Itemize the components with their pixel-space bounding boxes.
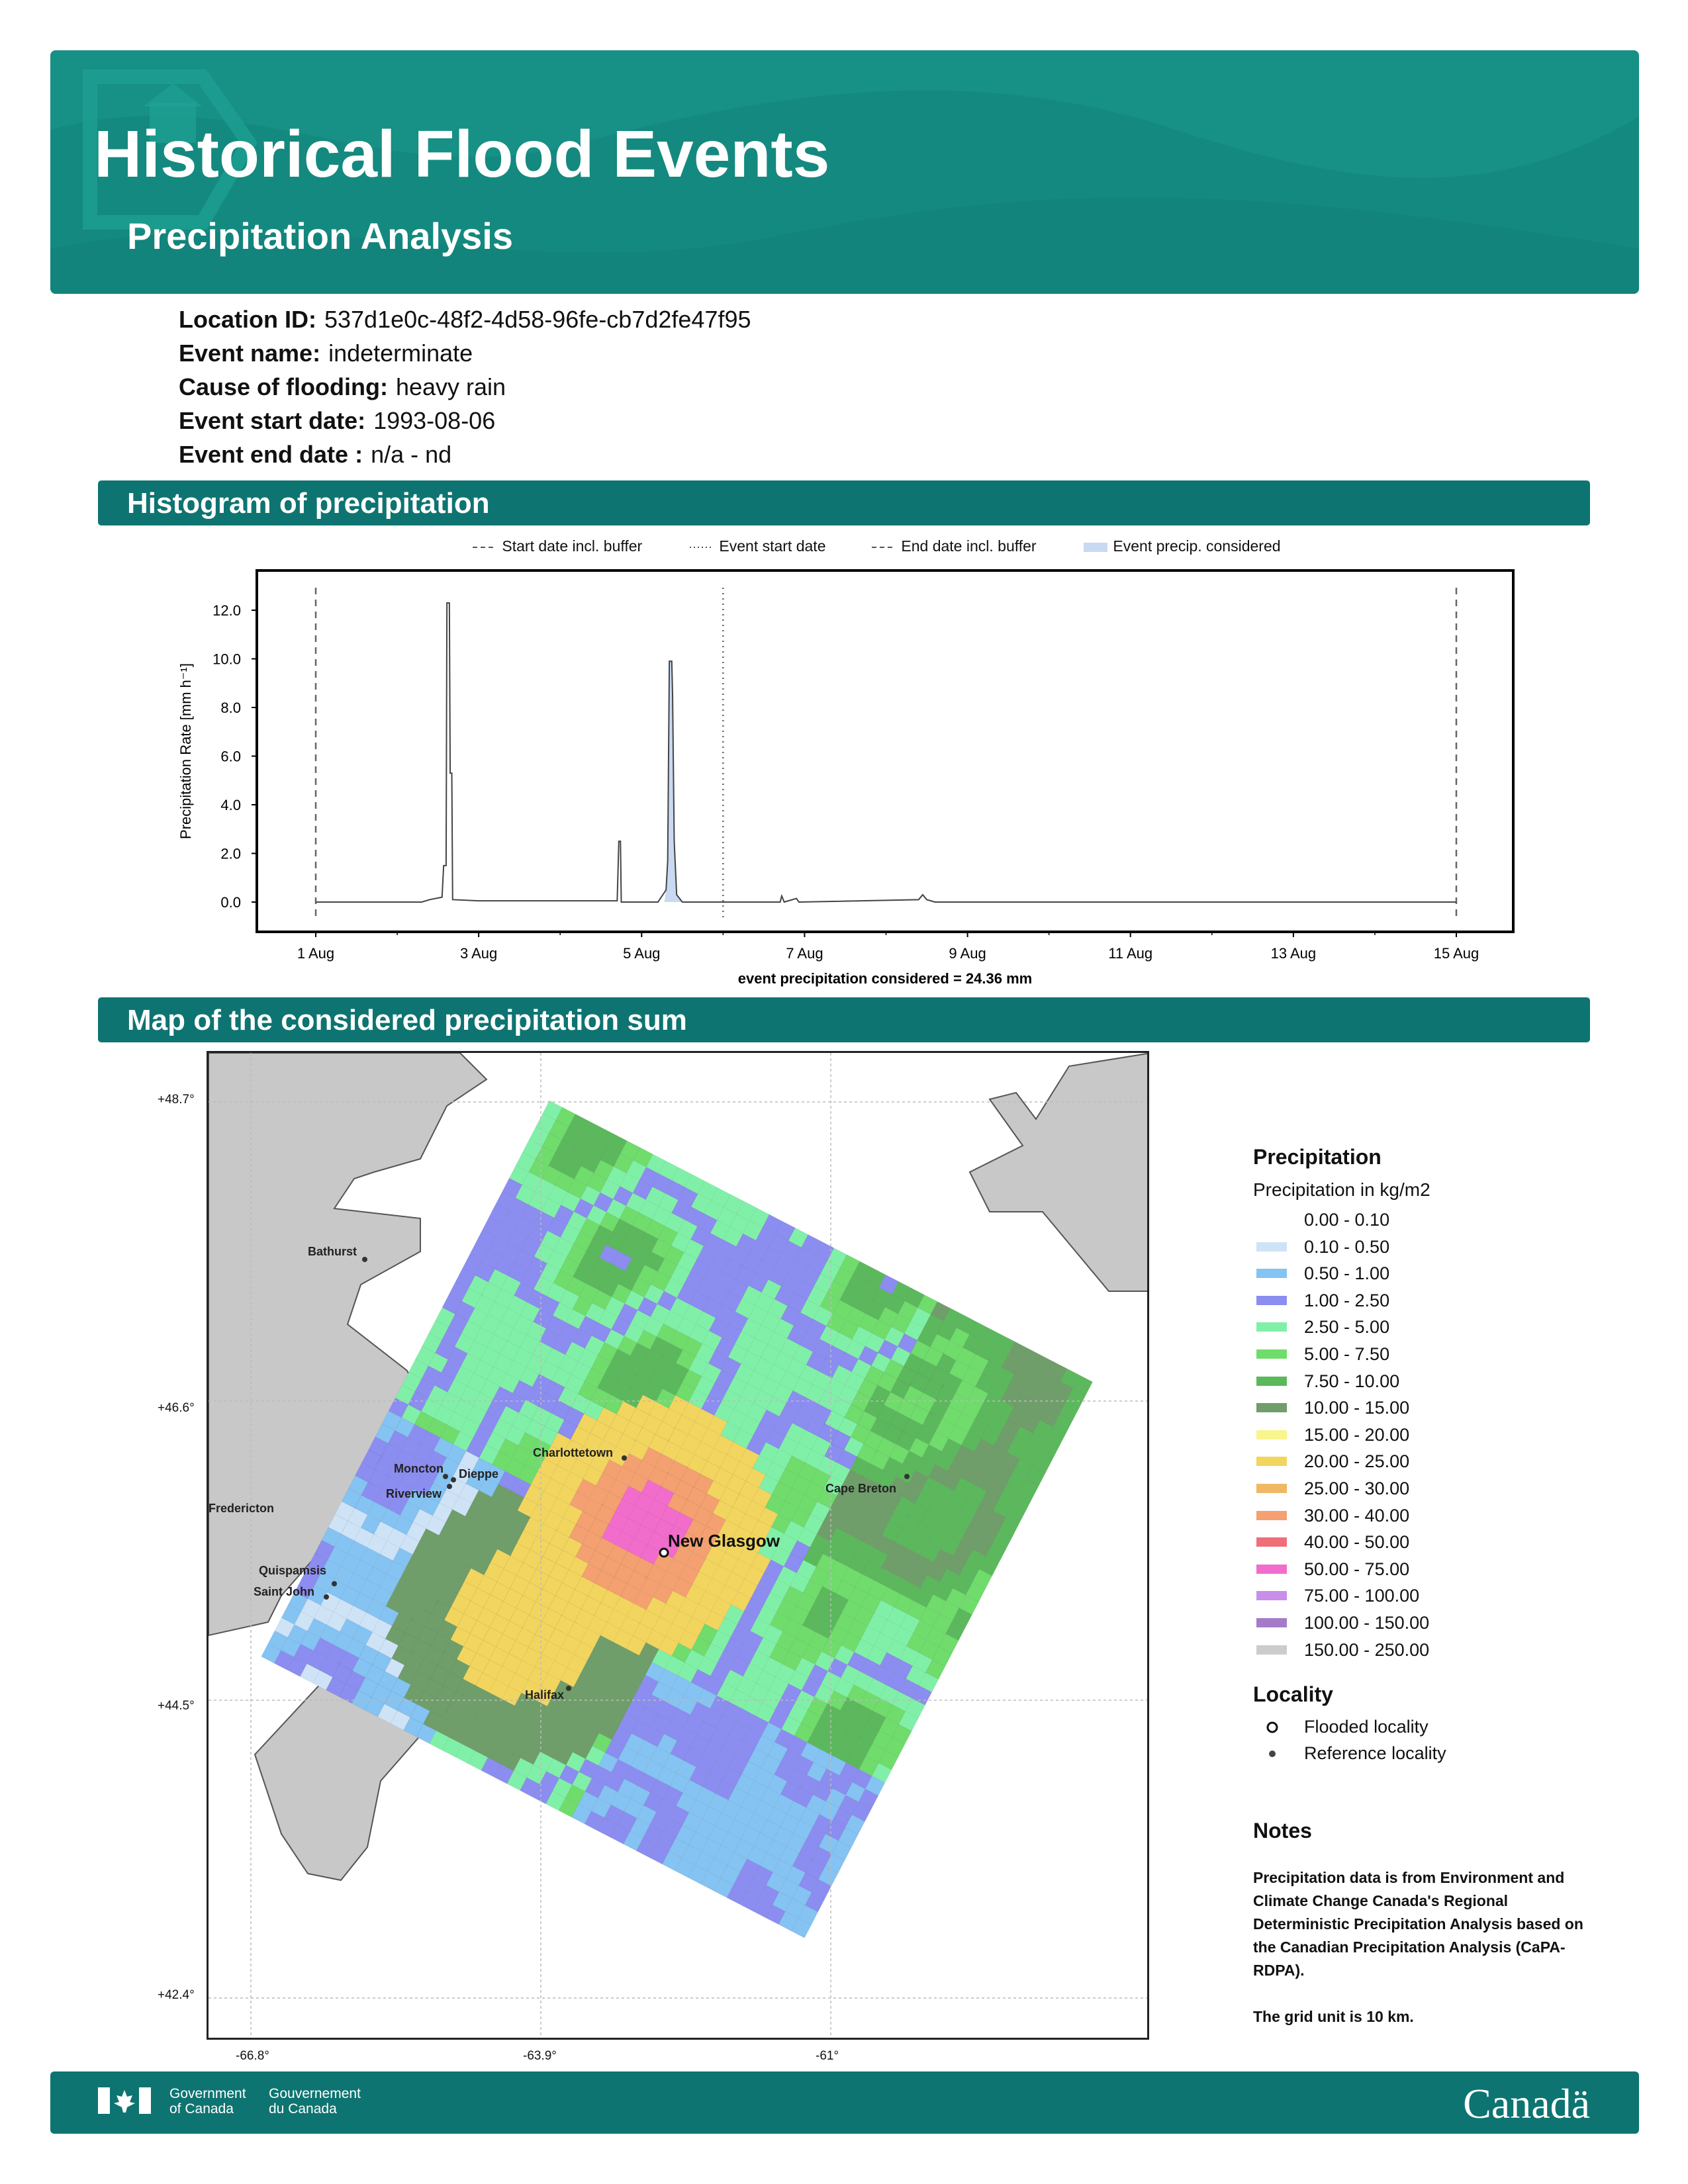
class-swatch bbox=[1256, 1269, 1287, 1278]
y-tick-label: 2.0 bbox=[220, 845, 241, 862]
reference-locality-marker bbox=[904, 1474, 910, 1479]
class-label: 1.00 - 2.50 bbox=[1304, 1290, 1390, 1310]
y-tick-label: 12.0 bbox=[212, 602, 241, 619]
notes-title: Notes bbox=[1253, 1819, 1312, 1843]
reference-dot-icon bbox=[1264, 1746, 1280, 1762]
land-newfoundland bbox=[970, 1053, 1149, 1291]
city-label-dieppe: Dieppe bbox=[459, 1467, 499, 1480]
precip-legend-subtitle: Precipitation in kg/m2 bbox=[1253, 1179, 1430, 1200]
footer-bar bbox=[50, 2071, 1639, 2134]
lon-label: -66.8° bbox=[236, 2049, 269, 2063]
class-swatch bbox=[1256, 1215, 1287, 1224]
meta-key: Cause of flooding: bbox=[179, 373, 388, 400]
city-label-halifax: Halifax bbox=[525, 1688, 565, 1702]
class-swatch bbox=[1256, 1430, 1287, 1439]
class-swatch bbox=[1256, 1537, 1287, 1547]
city-label-charlottetown: Charlottetown bbox=[533, 1446, 613, 1459]
precipitation-map bbox=[207, 1051, 1149, 2040]
reference-locality-marker bbox=[451, 1477, 456, 1482]
class-swatch bbox=[1256, 1296, 1287, 1305]
reference-locality-marker bbox=[443, 1474, 448, 1479]
precipitation-histogram-chart bbox=[0, 0, 1688, 1006]
precip-legend-title: Precipitation bbox=[1253, 1145, 1382, 1169]
lon-label: -61° bbox=[816, 2049, 839, 2063]
city-label-saint-john: Saint John bbox=[254, 1585, 315, 1598]
lat-label: +42.4° bbox=[158, 1988, 195, 2002]
class-swatch bbox=[1256, 1645, 1287, 1655]
class-label: 100.00 - 150.00 bbox=[1304, 1613, 1430, 1633]
histogram-section-title: Histogram of precipitation bbox=[127, 487, 490, 520]
city-label-new-glasgow: New Glasgow bbox=[668, 1531, 780, 1551]
class-label: 50.00 - 75.00 bbox=[1304, 1559, 1410, 1579]
class-swatch bbox=[1256, 1242, 1287, 1251]
meta-key: Location ID: bbox=[179, 306, 316, 333]
notes-body: Precipitation data is from Environment and Climate Change Canada's Regional Deterministic Precipitation Analysis based on the Canadian Precipitation Analysis (CaPA-RDPA). The grid unit is 10 km. bbox=[1253, 1869, 1583, 2025]
legend-label: Event start date bbox=[719, 537, 826, 555]
reference-locality-marker bbox=[332, 1581, 337, 1586]
canada-wordmark: Canadä bbox=[1463, 2080, 1590, 2127]
meta-value: n/a - nd bbox=[371, 441, 452, 468]
legend-label: Event precip. considered bbox=[1113, 537, 1281, 555]
locality-label: Reference locality bbox=[1304, 1743, 1446, 1763]
reference-locality-marker bbox=[324, 1594, 329, 1600]
reference-locality-marker bbox=[566, 1686, 571, 1691]
class-label: 10.00 - 15.00 bbox=[1304, 1398, 1410, 1418]
class-label: 0.50 - 1.00 bbox=[1304, 1263, 1390, 1284]
meta-value: 537d1e0c-48f2-4d58-96fe-cb7d2fe47f95 bbox=[324, 306, 751, 333]
class-label: 20.00 - 25.00 bbox=[1304, 1451, 1410, 1472]
map-section-bar bbox=[98, 997, 1590, 1042]
x-tick-label: 9 Aug bbox=[949, 945, 986, 962]
y-tick-label: 4.0 bbox=[220, 797, 241, 813]
lat-label: +44.5° bbox=[158, 1699, 195, 1713]
x-tick-label: 7 Aug bbox=[786, 945, 823, 962]
class-label: 0.10 - 0.50 bbox=[1304, 1236, 1390, 1257]
class-label: 25.00 - 30.00 bbox=[1304, 1479, 1410, 1498]
y-tick-label: 0.0 bbox=[220, 894, 241, 911]
class-label: 40.00 - 50.00 bbox=[1304, 1532, 1410, 1553]
page-title: Historical Flood Events bbox=[94, 117, 830, 191]
meta-key: Event start date: bbox=[179, 407, 366, 434]
legend-label: Start date incl. buffer bbox=[502, 537, 643, 555]
class-swatch bbox=[1256, 1457, 1287, 1466]
meta-key: Event name: bbox=[179, 340, 321, 367]
class-swatch bbox=[1256, 1484, 1287, 1493]
class-label: 30.00 - 40.00 bbox=[1304, 1505, 1410, 1525]
meta-value: indeterminate bbox=[328, 340, 473, 367]
class-swatch bbox=[1256, 1591, 1287, 1600]
locality-label: Flooded locality bbox=[1304, 1717, 1429, 1737]
class-swatch bbox=[1256, 1349, 1287, 1359]
x-tick-label: 11 Aug bbox=[1108, 945, 1153, 962]
y-axis-label: Precipitation Rate [mm h⁻¹] bbox=[177, 663, 194, 839]
lat-label: +48.7° bbox=[158, 1093, 195, 1107]
gov-fr-label: Gouvernement du Canada bbox=[269, 2086, 361, 2116]
x-tick-label: 3 Aug bbox=[460, 945, 498, 962]
chart-plot-area bbox=[257, 570, 1513, 932]
x-tick-label: 1 Aug bbox=[297, 945, 335, 962]
class-swatch bbox=[1256, 1511, 1287, 1520]
city-label-quispamsis: Quispamsis bbox=[259, 1564, 327, 1577]
x-tick-label: 5 Aug bbox=[623, 945, 661, 962]
lat-label: +46.6° bbox=[158, 1401, 195, 1415]
class-label: 0.00 - 0.10 bbox=[1304, 1210, 1390, 1230]
city-label-cape-breton: Cape Breton bbox=[825, 1482, 897, 1495]
lon-label: -63.9° bbox=[523, 2049, 557, 2063]
class-swatch bbox=[1256, 1618, 1287, 1627]
class-swatch bbox=[1256, 1565, 1287, 1574]
city-label-bathurst: Bathurst bbox=[308, 1245, 357, 1258]
event-precip-caption: event precipitation considered = 24.36 mm bbox=[737, 970, 1033, 987]
flooded-circle-icon bbox=[1264, 1719, 1280, 1735]
reference-locality-marker bbox=[622, 1455, 627, 1461]
legend-label: End date incl. buffer bbox=[901, 537, 1037, 555]
reference-locality-marker bbox=[447, 1484, 452, 1489]
class-label: 7.50 - 10.00 bbox=[1304, 1371, 1400, 1391]
city-label-fredericton: Fredericton bbox=[209, 1502, 275, 1515]
meta-value: 1993-08-06 bbox=[373, 407, 496, 434]
y-tick-label: 6.0 bbox=[220, 748, 241, 765]
city-label-moncton: Moncton bbox=[394, 1462, 444, 1475]
meta-key: Event end date : bbox=[179, 441, 363, 468]
city-label-riverview: Riverview bbox=[386, 1487, 442, 1500]
class-label: 2.50 - 5.00 bbox=[1304, 1317, 1390, 1338]
locality-legend-title: Locality bbox=[1253, 1682, 1333, 1706]
flooded-locality-marker bbox=[660, 1549, 668, 1557]
reference-locality-marker bbox=[362, 1257, 367, 1262]
x-tick-label: 13 Aug bbox=[1270, 945, 1317, 962]
map-section-title: Map of the considered precipitation sum bbox=[127, 1004, 687, 1036]
class-swatch bbox=[1256, 1322, 1287, 1332]
x-tick-label: 15 Aug bbox=[1433, 945, 1479, 962]
class-label: 150.00 - 250.00 bbox=[1304, 1639, 1430, 1660]
y-tick-label: 8.0 bbox=[220, 700, 241, 716]
canada-flag-icon bbox=[98, 2087, 151, 2114]
class-label: 15.00 - 20.00 bbox=[1304, 1424, 1410, 1445]
class-label: 75.00 - 100.00 bbox=[1304, 1586, 1420, 1606]
meta-value: heavy rain bbox=[395, 373, 506, 400]
page-subtitle: Precipitation Analysis bbox=[127, 215, 513, 257]
class-label: 5.00 - 7.50 bbox=[1304, 1344, 1390, 1364]
class-swatch bbox=[1256, 1403, 1287, 1412]
gov-en-label: Government of Canada bbox=[169, 2086, 246, 2116]
class-swatch bbox=[1256, 1377, 1287, 1386]
y-tick-label: 10.0 bbox=[212, 651, 241, 668]
